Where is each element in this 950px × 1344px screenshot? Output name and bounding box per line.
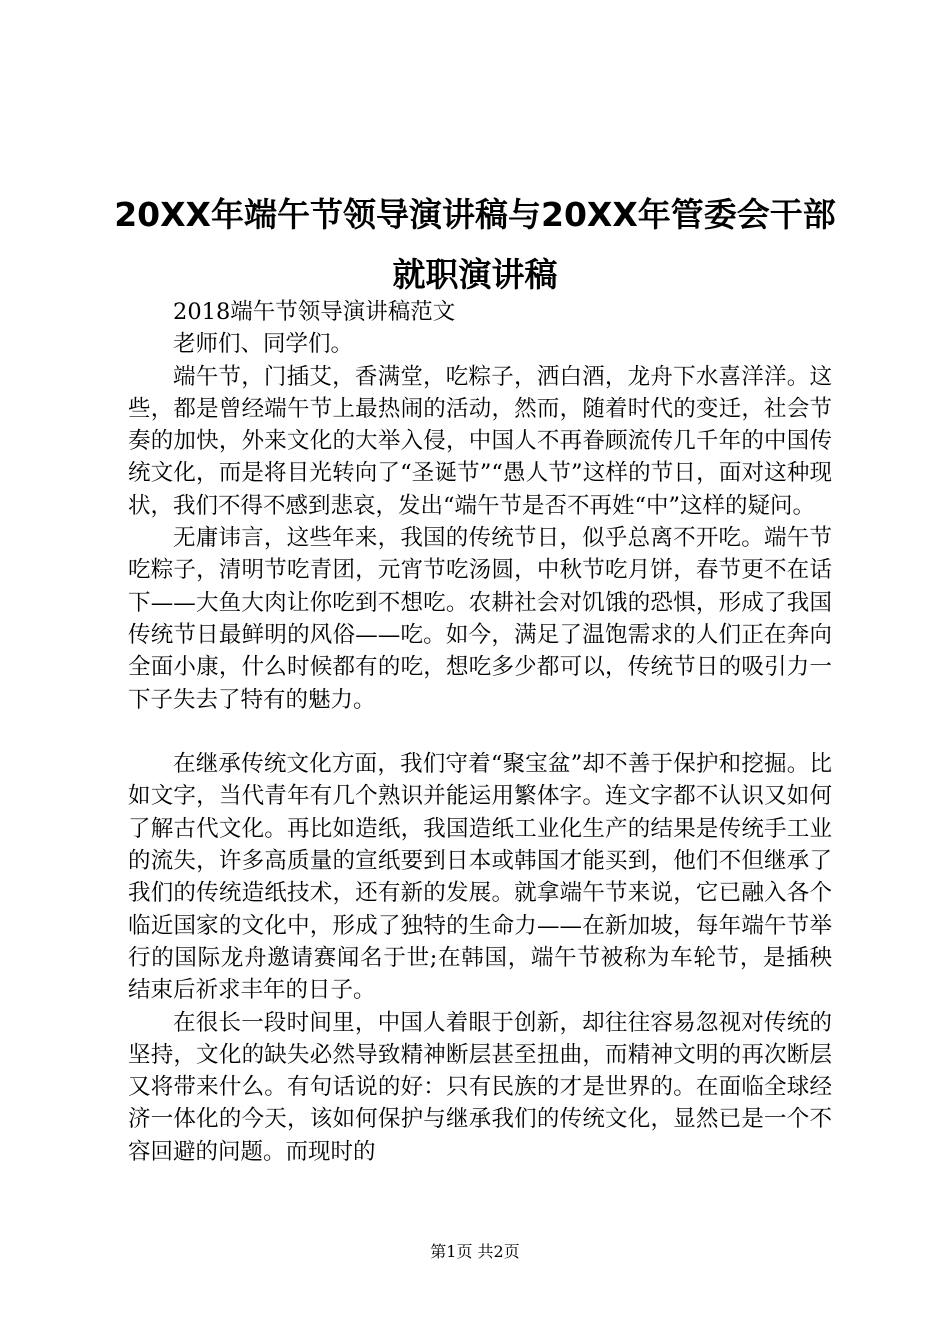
document-body — [128, 296, 832, 1168]
paragraph: 在继承传统文化方面，我们守着“聚宝盆”却不善于保护和挖掘。比如文字，当代青年有几个熟识并能运用繁体字。连文字都不认识又如何了解古代文化。再比如造纸，我国造纸工业化生产的结果是传统手工业的流失，许多高质量的宣纸要到日本或韩国才能买到，他们不但继承了我们的传统造纸技术，还有新的发展。就拿端午节来说，它已融入各个临近国家的文化中，形成了独特的生命力——在新加坡，每年端午节举行的国际龙舟邀请赛闻名于世;在韩国，端午节被称为车轮节，是插秧结束后祈求丰年的日子。 — [128, 751, 832, 1004]
page-number-footer: 第1页 共2页 — [430, 1242, 520, 1261]
greeting: 老师们、同学们。 — [173, 331, 354, 358]
document-subtitle: 2018端午节领导演讲稿范文 — [173, 299, 456, 325]
paragraph: 在很长一段时间里，中国人着眼于创新，却往往容易忽视对传统的坚持，文化的缺失必然导致精神断层甚至扭曲，而精神文明的再次断层又将带来什么。有句话说的好：只有民族的才是世界的。在面临全球经济一体化的今天，该如何保护与继承我们的传统文化，显然已是一个不容回避的问题。而现时的 — [128, 1009, 832, 1165]
paragraph: 无庸讳言，这些年来，我国的传统节日，似乎总离不开吃。端午节吃粽子，清明节吃青团，元宵节吃汤圆，中秋节吃月饼，春节更不在话下——大鱼大肉让你吃到不想吃。农耕社会对饥饿的恐惧，形成了我国传统节日最鲜明的风俗——吃。如今，满足了温饱需求的人们正在奔向全面小康，什么时候都有的吃，想吃多少都可以，传统节日的吸引力一下子失去了特有的魅力。 — [128, 525, 832, 713]
document-title: 20XX年端午节领导演讲稿与20XX年管委会干部就职演讲稿 — [114, 195, 836, 294]
paragraph: 端午节，门插艾，香满堂，吃粽子，洒白酒，龙舟下水喜洋洋。这些，都是曾经端午节上最热闹的活动，然而，随着时代的变迁，社会节奏的加快，外来文化的大举入侵，中国人不再眷顾流传几千年的中国传统文化，而是将目光转向了“圣诞节”“愚人节”这样的节日，面对这种现状，我们不得不感到悲哀，发出“端午节是否不再姓“中”这样的疑问。 — [128, 363, 832, 519]
